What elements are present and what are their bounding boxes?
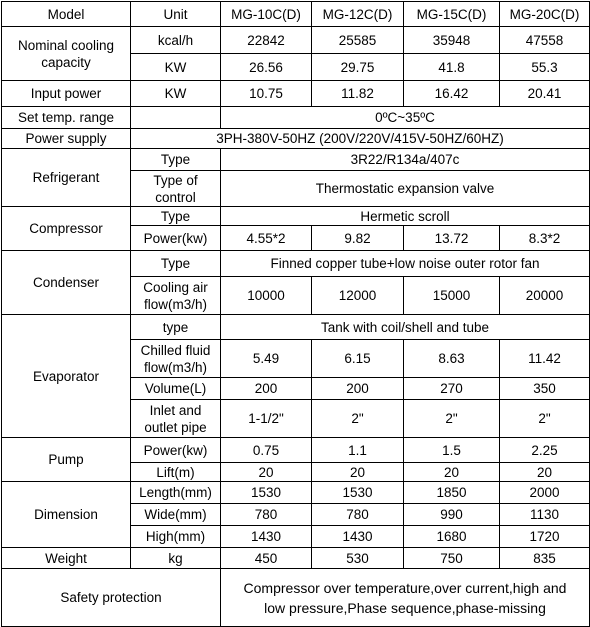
model-name: MG-10C(D) (221, 2, 312, 27)
value-cell: 2" (404, 400, 500, 438)
value-cell: 780 (221, 504, 312, 526)
unit-cell: kcal/h (131, 27, 221, 54)
sub-label: High(mm) (131, 526, 221, 548)
table-row (2, 107, 590, 129)
sub-label: Wide(mm) (131, 504, 221, 526)
value-cell: 16.42 (404, 81, 500, 107)
table-row (2, 548, 590, 569)
sub-label: Type (131, 251, 221, 277)
value-cell: 25585 (312, 27, 404, 54)
safety-label: Safety protection (2, 569, 221, 627)
table-row (2, 315, 590, 340)
value-cell: 2" (500, 400, 590, 438)
sub-label: Chilled fluid flow(m3/h) (131, 340, 221, 378)
sub-label: Power(kw) (131, 226, 221, 251)
set-temp-value: 0ºC~35ºC (221, 107, 590, 129)
sub-label: Cooling air flow(m3/h) (131, 277, 221, 315)
value-cell: 1-1/2" (221, 400, 312, 438)
header-row (2, 2, 590, 27)
table-row (2, 438, 590, 463)
model-name: MG-15C(D) (404, 2, 500, 27)
value-cell: 780 (312, 504, 404, 526)
value-cell: 1850 (404, 482, 500, 504)
value-cell: 835 (500, 548, 590, 569)
weight-label: Weight (2, 548, 131, 569)
value-cell: 35948 (404, 27, 500, 54)
value-cell: 350 (500, 378, 590, 400)
cooling-capacity-label: Nominal cooling capacity (2, 27, 131, 81)
refrigerant-label: Refrigerant (2, 149, 131, 207)
unit-cell: KW (131, 81, 221, 107)
value-cell: 2" (312, 400, 404, 438)
value-cell: 47558 (500, 27, 590, 54)
value-cell: 0.75 (221, 438, 312, 463)
value-cell: 20 (500, 463, 590, 482)
table-row (2, 251, 590, 277)
sub-label: Type of control (131, 171, 221, 207)
table-row (2, 81, 590, 107)
value-cell: 1430 (221, 526, 312, 548)
value-cell: 11.82 (312, 81, 404, 107)
sub-label: Inlet and outlet pipe (131, 400, 221, 438)
value-cell: 200 (312, 378, 404, 400)
value-cell: 22842 (221, 27, 312, 54)
sub-label: Length(mm) (131, 482, 221, 504)
value-cell: 20 (404, 463, 500, 482)
value-cell: 200 (221, 378, 312, 400)
spec-table (1, 1, 590, 627)
evaporator-label: Evaporator (2, 315, 131, 438)
evaporator-type-value: Tank with coil/shell and tube (221, 315, 590, 340)
unit-cell: kg (131, 548, 221, 569)
safety-value: Compressor over temperature,over current,high and low pressure,Phase sequence,phase-missing (221, 569, 590, 627)
sub-label: Power(kw) (131, 438, 221, 463)
value-cell: 6.15 (312, 340, 404, 378)
dimension-label: Dimension (2, 482, 131, 548)
sub-label: Type (131, 149, 221, 171)
value-cell: 1530 (221, 482, 312, 504)
value-cell: 29.75 (312, 54, 404, 81)
value-cell: 13.72 (404, 226, 500, 251)
value-cell: 750 (404, 548, 500, 569)
value-cell: 4.55*2 (221, 226, 312, 251)
model-header: Model (2, 2, 131, 27)
value-cell: 270 (404, 378, 500, 400)
table-row (2, 149, 590, 171)
value-cell: 11.42 (500, 340, 590, 378)
value-cell: 41.8 (404, 54, 500, 81)
model-name: MG-20C(D) (500, 2, 590, 27)
value-cell: 20000 (500, 277, 590, 315)
value-cell: 1430 (312, 526, 404, 548)
refrigerant-control-value: Thermostatic expansion valve (221, 171, 590, 207)
power-supply-value: 3PH-380V-50HZ (200V/220V/415V-50HZ/60HZ) (131, 129, 590, 149)
value-cell: 55.3 (500, 54, 590, 81)
value-cell: 12000 (312, 277, 404, 315)
compressor-type-value: Hermetic scroll (221, 207, 590, 226)
value-cell: 990 (404, 504, 500, 526)
set-temp-label: Set temp. range (2, 107, 131, 129)
sub-label: Volume(L) (131, 378, 221, 400)
compressor-label: Compressor (2, 207, 131, 251)
value-cell: 5.49 (221, 340, 312, 378)
table-row (2, 569, 590, 627)
value-cell: 1.5 (404, 438, 500, 463)
value-cell: 15000 (404, 277, 500, 315)
power-supply-label: Power supply (2, 129, 131, 149)
sub-label: Type (131, 207, 221, 226)
value-cell: 450 (221, 548, 312, 569)
value-cell: 8.3*2 (500, 226, 590, 251)
unit-cell: KW (131, 54, 221, 81)
value-cell: 1530 (312, 482, 404, 504)
value-cell: 2.25 (500, 438, 590, 463)
value-cell: 20.41 (500, 81, 590, 107)
value-cell: 8.63 (404, 340, 500, 378)
table-row (2, 207, 590, 226)
table-row (2, 27, 590, 54)
sub-label: type (131, 315, 221, 340)
value-cell: 2000 (500, 482, 590, 504)
value-cell: 1.1 (312, 438, 404, 463)
refrigerant-type-value: 3R22/R134a/407c (221, 149, 590, 171)
model-name: MG-12C(D) (312, 2, 404, 27)
value-cell: 530 (312, 548, 404, 569)
value-cell: 10000 (221, 277, 312, 315)
empty-cell (131, 107, 221, 129)
condenser-label: Condenser (2, 251, 131, 315)
value-cell: 1720 (500, 526, 590, 548)
value-cell: 26.56 (221, 54, 312, 81)
input-power-label: Input power (2, 81, 131, 107)
value-cell: 1680 (404, 526, 500, 548)
value-cell: 20 (221, 463, 312, 482)
value-cell: 9.82 (312, 226, 404, 251)
unit-header: Unit (131, 2, 221, 27)
table-row (2, 129, 590, 149)
sub-label: Lift(m) (131, 463, 221, 482)
value-cell: 1130 (500, 504, 590, 526)
table-row (2, 482, 590, 504)
value-cell: 20 (312, 463, 404, 482)
pump-label: Pump (2, 438, 131, 482)
condenser-type-value: Finned copper tube+low noise outer rotor fan (221, 251, 590, 277)
value-cell: 10.75 (221, 81, 312, 107)
